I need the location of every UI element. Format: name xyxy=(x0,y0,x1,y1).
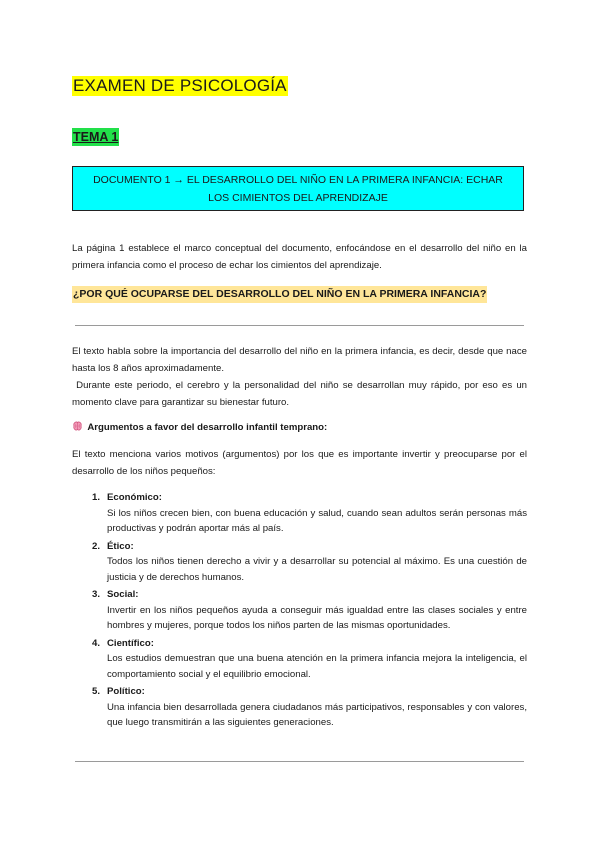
document-title-line-2: LOS CIMIENTOS DEL APRENDIZAJE xyxy=(208,192,388,204)
list-item-number: 1. xyxy=(92,492,101,503)
arguments-heading xyxy=(72,420,327,436)
list-item-text: Todos los niños tienen derecho a vivir y a desarrollar su potencial al máximo. Es una cuestión de justicia y de derechos humanos. xyxy=(107,556,527,583)
arguments-list xyxy=(72,490,527,733)
document-title-line-1: DOCUMENTO 1 → EL DESARROLLO DEL NIÑO EN LA PRIMERA INFANCIA: ECHAR xyxy=(93,174,503,186)
section-label: TEMA 1 xyxy=(73,130,119,144)
list-item-number: 5. xyxy=(92,686,101,697)
arguments-heading-label: Argumentos a favor del desarrollo infantil temprano: xyxy=(87,422,328,433)
divider xyxy=(75,761,524,762)
divider xyxy=(75,325,524,326)
list-item-number: 4. xyxy=(92,637,101,649)
arguments-intro: El texto menciona varios motivos (argumentos) por los que es importante invertir y preocuparse por el desarrollo de los niños pequeños: xyxy=(72,449,527,477)
question-heading: ¿POR QUÉ OCUPARSE DEL DESARROLLO DEL NIÑO EN LA PRIMERA INFANCIA? xyxy=(72,286,487,303)
list-item-text: Los estudios demuestran que una buena atención en la primera infancia mejora la inteligencia, el comportamiento social y el equilibrio emocional. xyxy=(107,653,527,680)
list-item-label: Económico: xyxy=(107,492,162,503)
list-item-text: Una infancia bien desarrollada genera ciudadanos más participativos, responsables y con valores, que luego transmitirán a las siguientes generaciones. xyxy=(107,701,527,728)
list-item-label: Científico: xyxy=(107,637,154,649)
intro-paragraph: La página 1 establece el marco conceptual del documento, enfocándose en el desarrollo del niño en la primera infancia como el proceso de echar los cimientos del aprendizaje. xyxy=(72,243,527,271)
list-item-label: Ético: xyxy=(107,540,134,552)
list-item xyxy=(72,587,527,634)
document-title-box xyxy=(72,166,524,211)
list-item xyxy=(72,636,527,683)
list-item-number: 3. xyxy=(92,589,101,600)
list-item xyxy=(72,539,527,586)
list-item-text: Si los niños crecen bien, con buena educación y salud, cuando sean adultos serán personas más productivas y podrán aportar más al país. xyxy=(107,507,527,534)
page-title: EXAMEN DE PSICOLOGÍA xyxy=(73,76,287,95)
brain-icon xyxy=(72,420,85,436)
body-paragraph-2: Durante este periodo, el cerebro y la personalidad del niño se desarrollan muy rápido, por eso es un momento clave para garantizar su bienestar futuro. xyxy=(72,380,530,408)
body-paragraph-1: El texto habla sobre la importancia del desarrollo del niño en la primera infancia, es decir, desde que nace hasta los 8 años aproximadamente. xyxy=(72,346,527,374)
list-item-number: 2. xyxy=(92,540,101,552)
list-item xyxy=(72,684,527,731)
list-item-text: Invertir en los niños pequeños ayuda a conseguir más igualdad entre las clases sociales y entre hombres y mujeres, porque todos los niños parten de las mismas oportunidades. xyxy=(107,604,527,631)
list-item xyxy=(72,490,527,537)
list-item-label: Político: xyxy=(107,686,145,697)
list-item-label: Social: xyxy=(107,589,139,600)
